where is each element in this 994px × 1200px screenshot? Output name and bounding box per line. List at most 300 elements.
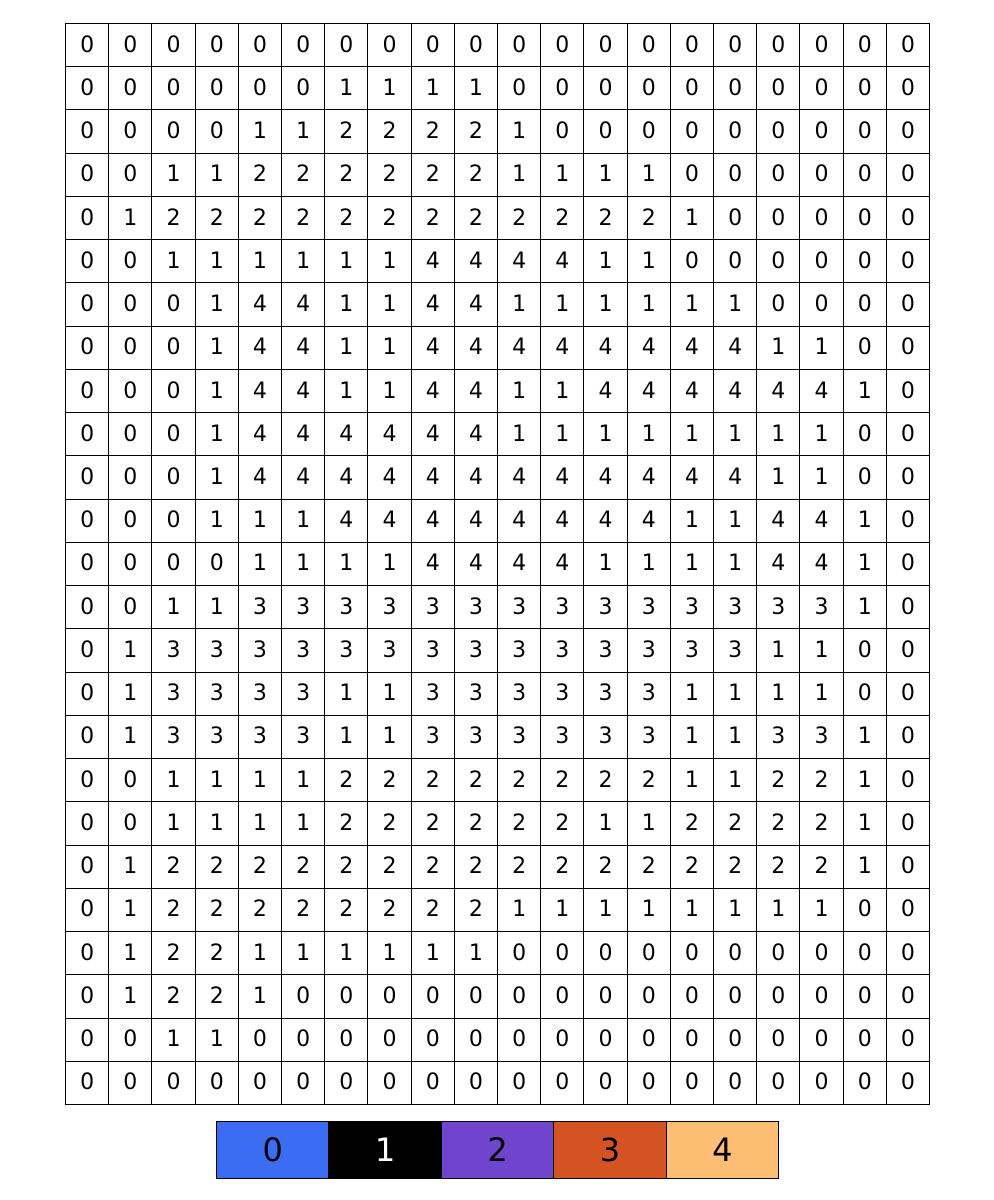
grid-cell[interactable]: 0 bbox=[541, 24, 584, 67]
grid-cell[interactable]: 0 bbox=[757, 1019, 800, 1062]
grid-cell[interactable]: 0 bbox=[66, 370, 109, 413]
grid-cell[interactable]: 0 bbox=[671, 1019, 714, 1062]
grid-cell[interactable]: 4 bbox=[455, 240, 498, 283]
grid-cell[interactable]: 0 bbox=[800, 1062, 843, 1105]
grid-cell[interactable]: 1 bbox=[844, 759, 887, 802]
grid-cell[interactable]: 3 bbox=[541, 673, 584, 716]
grid-cell[interactable]: 4 bbox=[628, 456, 671, 499]
grid-cell[interactable]: 0 bbox=[584, 1019, 627, 1062]
grid-cell[interactable]: 1 bbox=[584, 240, 627, 283]
grid-cell[interactable]: 1 bbox=[844, 716, 887, 759]
grid-cell[interactable]: 4 bbox=[239, 413, 282, 456]
palette-swatch-4[interactable]: 4 bbox=[667, 1122, 778, 1178]
grid-cell[interactable]: 2 bbox=[152, 846, 195, 889]
grid-cell[interactable]: 0 bbox=[109, 802, 152, 845]
grid-cell[interactable]: 1 bbox=[584, 413, 627, 456]
grid-cell[interactable]: 0 bbox=[628, 932, 671, 975]
grid-cell[interactable]: 0 bbox=[66, 67, 109, 110]
grid-cell[interactable]: 2 bbox=[325, 110, 368, 153]
grid-cell[interactable]: 2 bbox=[196, 975, 239, 1018]
grid-cell[interactable]: 4 bbox=[325, 413, 368, 456]
grid-cell[interactable]: 2 bbox=[584, 197, 627, 240]
grid-cell[interactable]: 3 bbox=[239, 716, 282, 759]
grid-cell[interactable]: 4 bbox=[412, 456, 455, 499]
grid-cell[interactable]: 0 bbox=[800, 67, 843, 110]
grid-cell[interactable]: 4 bbox=[239, 327, 282, 370]
grid-cell[interactable]: 0 bbox=[109, 327, 152, 370]
grid-cell[interactable]: 1 bbox=[196, 802, 239, 845]
grid-cell[interactable]: 2 bbox=[152, 197, 195, 240]
grid-cell[interactable]: 0 bbox=[844, 67, 887, 110]
grid-cell[interactable]: 0 bbox=[239, 1062, 282, 1105]
grid-cell[interactable]: 1 bbox=[282, 543, 325, 586]
grid-cell[interactable]: 0 bbox=[282, 975, 325, 1018]
grid-cell[interactable]: 0 bbox=[541, 1062, 584, 1105]
grid-cell[interactable]: 0 bbox=[887, 154, 930, 197]
grid-cell[interactable]: 3 bbox=[455, 716, 498, 759]
grid-cell[interactable]: 4 bbox=[368, 456, 411, 499]
grid-cell[interactable]: 1 bbox=[844, 846, 887, 889]
grid-cell[interactable]: 0 bbox=[844, 456, 887, 499]
grid-cell[interactable]: 3 bbox=[498, 629, 541, 672]
grid-cell[interactable]: 1 bbox=[152, 802, 195, 845]
grid-cell[interactable]: 1 bbox=[325, 240, 368, 283]
grid-cell[interactable]: 1 bbox=[757, 673, 800, 716]
grid-cell[interactable]: 2 bbox=[584, 759, 627, 802]
grid-cell[interactable]: 0 bbox=[887, 716, 930, 759]
grid-cell[interactable]: 0 bbox=[66, 586, 109, 629]
grid-cell[interactable]: 0 bbox=[757, 240, 800, 283]
grid-cell[interactable]: 0 bbox=[152, 413, 195, 456]
grid-cell[interactable]: 0 bbox=[887, 932, 930, 975]
grid-cell[interactable]: 4 bbox=[584, 327, 627, 370]
grid-cell[interactable]: 4 bbox=[325, 456, 368, 499]
grid-cell[interactable]: 1 bbox=[844, 500, 887, 543]
grid-cell[interactable]: 1 bbox=[368, 932, 411, 975]
grid-cell[interactable]: 4 bbox=[714, 456, 757, 499]
grid-cell[interactable]: 1 bbox=[196, 283, 239, 326]
grid-cell[interactable]: 0 bbox=[66, 240, 109, 283]
grid-cell[interactable]: 1 bbox=[498, 283, 541, 326]
grid-cell[interactable]: 3 bbox=[152, 629, 195, 672]
grid-cell[interactable]: 1 bbox=[498, 110, 541, 153]
grid-cell[interactable]: 0 bbox=[109, 240, 152, 283]
grid-cell[interactable]: 3 bbox=[800, 586, 843, 629]
grid-cell[interactable]: 0 bbox=[109, 67, 152, 110]
grid-cell[interactable]: 3 bbox=[628, 673, 671, 716]
grid-cell[interactable]: 2 bbox=[325, 197, 368, 240]
grid-cell[interactable]: 3 bbox=[196, 629, 239, 672]
grid-cell[interactable]: 0 bbox=[671, 240, 714, 283]
grid-cell[interactable]: 0 bbox=[844, 932, 887, 975]
grid-cell[interactable]: 1 bbox=[239, 932, 282, 975]
grid-cell[interactable]: 3 bbox=[368, 586, 411, 629]
grid-cell[interactable]: 1 bbox=[325, 673, 368, 716]
grid-cell[interactable]: 3 bbox=[152, 716, 195, 759]
grid-cell[interactable]: 1 bbox=[844, 586, 887, 629]
grid-cell[interactable]: 0 bbox=[109, 413, 152, 456]
grid-cell[interactable]: 0 bbox=[887, 586, 930, 629]
grid-cell[interactable]: 0 bbox=[66, 110, 109, 153]
grid-cell[interactable]: 3 bbox=[757, 586, 800, 629]
grid-cell[interactable]: 0 bbox=[887, 1062, 930, 1105]
grid-cell[interactable]: 1 bbox=[152, 759, 195, 802]
grid-cell[interactable]: 1 bbox=[196, 370, 239, 413]
grid-cell[interactable]: 0 bbox=[887, 673, 930, 716]
grid-cell[interactable]: 0 bbox=[109, 759, 152, 802]
grid-cell[interactable]: 0 bbox=[671, 932, 714, 975]
grid-cell[interactable]: 4 bbox=[541, 543, 584, 586]
grid-cell[interactable]: 1 bbox=[325, 716, 368, 759]
grid-cell[interactable]: 0 bbox=[455, 1062, 498, 1105]
grid-cell[interactable]: 1 bbox=[109, 975, 152, 1018]
grid-cell[interactable]: 1 bbox=[541, 283, 584, 326]
grid-cell[interactable]: 0 bbox=[671, 975, 714, 1018]
grid-cell[interactable]: 2 bbox=[368, 889, 411, 932]
grid-cell[interactable]: 2 bbox=[757, 846, 800, 889]
grid-cell[interactable]: 0 bbox=[109, 456, 152, 499]
grid-cell[interactable]: 0 bbox=[152, 283, 195, 326]
grid-cell[interactable]: 0 bbox=[109, 110, 152, 153]
grid-cell[interactable]: 0 bbox=[757, 24, 800, 67]
grid-cell[interactable]: 2 bbox=[325, 154, 368, 197]
grid-cell[interactable]: 0 bbox=[584, 975, 627, 1018]
grid-cell[interactable]: 1 bbox=[239, 110, 282, 153]
grid-cell[interactable]: 0 bbox=[714, 24, 757, 67]
grid-cell[interactable]: 1 bbox=[412, 67, 455, 110]
grid-cell[interactable]: 3 bbox=[325, 586, 368, 629]
grid-cell[interactable]: 1 bbox=[498, 889, 541, 932]
grid-cell[interactable]: 0 bbox=[109, 500, 152, 543]
grid-cell[interactable]: 1 bbox=[239, 543, 282, 586]
grid-cell[interactable]: 1 bbox=[671, 889, 714, 932]
grid-cell[interactable]: 0 bbox=[714, 197, 757, 240]
grid-cell[interactable]: 0 bbox=[66, 283, 109, 326]
grid-cell[interactable]: 0 bbox=[541, 1019, 584, 1062]
grid-cell[interactable]: 0 bbox=[757, 1062, 800, 1105]
grid-cell[interactable]: 1 bbox=[368, 327, 411, 370]
grid-cell[interactable]: 0 bbox=[152, 67, 195, 110]
grid-cell[interactable]: 0 bbox=[887, 629, 930, 672]
grid-cell[interactable]: 1 bbox=[368, 673, 411, 716]
grid-cell[interactable]: 3 bbox=[239, 586, 282, 629]
grid-cell[interactable]: 1 bbox=[196, 240, 239, 283]
grid-cell[interactable]: 1 bbox=[368, 283, 411, 326]
grid-cell[interactable]: 4 bbox=[498, 240, 541, 283]
grid-cell[interactable]: 1 bbox=[196, 586, 239, 629]
grid-cell[interactable]: 2 bbox=[152, 932, 195, 975]
grid-cell[interactable]: 0 bbox=[109, 586, 152, 629]
grid-cell[interactable]: 3 bbox=[800, 716, 843, 759]
grid-cell[interactable]: 1 bbox=[714, 543, 757, 586]
grid-cell[interactable]: 0 bbox=[757, 154, 800, 197]
grid-cell[interactable]: 0 bbox=[455, 24, 498, 67]
grid-cell[interactable]: 4 bbox=[282, 327, 325, 370]
grid-cell[interactable]: 0 bbox=[541, 975, 584, 1018]
grid-cell[interactable]: 2 bbox=[455, 846, 498, 889]
grid-cell[interactable]: 2 bbox=[800, 759, 843, 802]
grid-cell[interactable]: 0 bbox=[498, 975, 541, 1018]
grid-cell[interactable]: 3 bbox=[412, 673, 455, 716]
grid-cell[interactable]: 3 bbox=[498, 716, 541, 759]
grid-cell[interactable]: 2 bbox=[196, 197, 239, 240]
grid-cell[interactable]: 0 bbox=[498, 24, 541, 67]
grid-cell[interactable]: 0 bbox=[887, 1019, 930, 1062]
grid-cell[interactable]: 0 bbox=[109, 24, 152, 67]
grid-cell[interactable]: 0 bbox=[584, 110, 627, 153]
grid-cell[interactable]: 0 bbox=[887, 67, 930, 110]
grid-cell[interactable]: 0 bbox=[800, 24, 843, 67]
grid-cell[interactable]: 0 bbox=[109, 1062, 152, 1105]
grid-cell[interactable]: 2 bbox=[455, 759, 498, 802]
grid-cell[interactable]: 0 bbox=[714, 110, 757, 153]
grid-cell[interactable]: 0 bbox=[887, 456, 930, 499]
grid-cell[interactable]: 1 bbox=[498, 370, 541, 413]
grid-cell[interactable]: 4 bbox=[239, 370, 282, 413]
grid-cell[interactable]: 0 bbox=[109, 154, 152, 197]
grid-cell[interactable]: 0 bbox=[800, 1019, 843, 1062]
grid-cell[interactable]: 0 bbox=[628, 24, 671, 67]
grid-cell[interactable]: 0 bbox=[66, 673, 109, 716]
grid-cell[interactable]: 0 bbox=[152, 500, 195, 543]
grid-cell[interactable]: 0 bbox=[282, 1062, 325, 1105]
grid-cell[interactable]: 1 bbox=[714, 889, 757, 932]
grid-cell[interactable]: 3 bbox=[152, 673, 195, 716]
grid-cell[interactable]: 0 bbox=[282, 1019, 325, 1062]
grid-cell[interactable]: 4 bbox=[368, 413, 411, 456]
grid-cell[interactable]: 2 bbox=[152, 975, 195, 1018]
grid-cell[interactable]: 2 bbox=[196, 846, 239, 889]
grid-cell[interactable]: 4 bbox=[584, 456, 627, 499]
grid-cell[interactable]: 0 bbox=[887, 370, 930, 413]
grid-cell[interactable]: 1 bbox=[628, 154, 671, 197]
grid-cell[interactable]: 0 bbox=[66, 197, 109, 240]
grid-cell[interactable]: 0 bbox=[66, 932, 109, 975]
grid-cell[interactable]: 0 bbox=[887, 110, 930, 153]
grid-cell[interactable]: 2 bbox=[628, 759, 671, 802]
grid-cell[interactable]: 0 bbox=[887, 283, 930, 326]
grid-cell[interactable]: 1 bbox=[196, 759, 239, 802]
grid-cell[interactable]: 0 bbox=[800, 197, 843, 240]
grid-cell[interactable]: 1 bbox=[239, 802, 282, 845]
grid-cell[interactable]: 3 bbox=[239, 629, 282, 672]
grid-cell[interactable]: 0 bbox=[887, 413, 930, 456]
grid-cell[interactable]: 0 bbox=[541, 932, 584, 975]
grid-cell[interactable]: 4 bbox=[368, 500, 411, 543]
grid-cell[interactable]: 0 bbox=[368, 24, 411, 67]
grid-cell[interactable]: 4 bbox=[541, 456, 584, 499]
grid-cell[interactable]: 2 bbox=[541, 197, 584, 240]
grid-cell[interactable]: 0 bbox=[757, 975, 800, 1018]
grid-cell[interactable]: 1 bbox=[325, 932, 368, 975]
grid-cell[interactable]: 0 bbox=[325, 975, 368, 1018]
grid-cell[interactable]: 4 bbox=[541, 500, 584, 543]
grid-cell[interactable]: 4 bbox=[800, 543, 843, 586]
grid-cell[interactable]: 2 bbox=[800, 802, 843, 845]
grid-cell[interactable]: 4 bbox=[412, 327, 455, 370]
grid-cell[interactable]: 1 bbox=[325, 67, 368, 110]
grid-cell[interactable]: 2 bbox=[628, 846, 671, 889]
grid-cell[interactable]: 1 bbox=[368, 240, 411, 283]
grid-cell[interactable]: 1 bbox=[109, 197, 152, 240]
grid-cell[interactable]: 2 bbox=[368, 154, 411, 197]
grid-cell[interactable]: 0 bbox=[66, 802, 109, 845]
palette-swatch-0[interactable]: 0 bbox=[217, 1122, 329, 1178]
grid-cell[interactable]: 4 bbox=[541, 327, 584, 370]
grid-cell[interactable]: 4 bbox=[455, 543, 498, 586]
grid-cell[interactable]: 0 bbox=[541, 110, 584, 153]
grid-cell[interactable]: 1 bbox=[109, 846, 152, 889]
grid-cell[interactable]: 0 bbox=[152, 543, 195, 586]
grid-cell[interactable]: 0 bbox=[66, 846, 109, 889]
grid-cell[interactable]: 1 bbox=[152, 586, 195, 629]
grid-cell[interactable]: 0 bbox=[671, 67, 714, 110]
grid-cell[interactable]: 0 bbox=[109, 543, 152, 586]
grid-cell[interactable]: 3 bbox=[628, 629, 671, 672]
grid-cell[interactable]: 1 bbox=[844, 543, 887, 586]
grid-cell[interactable]: 1 bbox=[800, 413, 843, 456]
grid-cell[interactable]: 0 bbox=[541, 67, 584, 110]
grid-cell[interactable]: 4 bbox=[455, 327, 498, 370]
grid-cell[interactable]: 1 bbox=[584, 802, 627, 845]
grid-cell[interactable]: 0 bbox=[800, 932, 843, 975]
grid-cell[interactable]: 0 bbox=[584, 24, 627, 67]
grid-cell[interactable]: 4 bbox=[584, 370, 627, 413]
grid-cell[interactable]: 4 bbox=[498, 327, 541, 370]
grid-cell[interactable]: 1 bbox=[671, 673, 714, 716]
grid-cell[interactable]: 4 bbox=[412, 370, 455, 413]
grid-cell[interactable]: 0 bbox=[325, 1019, 368, 1062]
grid-cell[interactable]: 0 bbox=[498, 1019, 541, 1062]
grid-cell[interactable]: 0 bbox=[282, 67, 325, 110]
grid-cell[interactable]: 4 bbox=[628, 370, 671, 413]
grid-cell[interactable]: 2 bbox=[239, 154, 282, 197]
grid-cell[interactable]: 0 bbox=[628, 1062, 671, 1105]
grid-cell[interactable]: 3 bbox=[671, 586, 714, 629]
grid-cell[interactable]: 0 bbox=[887, 759, 930, 802]
grid-cell[interactable]: 1 bbox=[800, 673, 843, 716]
grid-cell[interactable]: 0 bbox=[844, 24, 887, 67]
grid-cell[interactable]: 1 bbox=[757, 327, 800, 370]
grid-cell[interactable]: 1 bbox=[584, 154, 627, 197]
grid-cell[interactable]: 0 bbox=[844, 413, 887, 456]
grid-cell[interactable]: 1 bbox=[282, 932, 325, 975]
grid-cell[interactable]: 4 bbox=[455, 456, 498, 499]
grid-cell[interactable]: 4 bbox=[757, 370, 800, 413]
grid-cell[interactable]: 2 bbox=[368, 759, 411, 802]
grid-cell[interactable]: 0 bbox=[66, 1019, 109, 1062]
grid-cell[interactable]: 1 bbox=[196, 500, 239, 543]
grid-cell[interactable]: 0 bbox=[196, 1062, 239, 1105]
grid-cell[interactable]: 3 bbox=[455, 586, 498, 629]
grid-cell[interactable]: 0 bbox=[714, 154, 757, 197]
grid-cell[interactable]: 2 bbox=[800, 846, 843, 889]
grid-cell[interactable]: 0 bbox=[757, 110, 800, 153]
grid-cell[interactable]: 3 bbox=[412, 629, 455, 672]
grid-cell[interactable]: 2 bbox=[628, 197, 671, 240]
grid-cell[interactable]: 0 bbox=[584, 1062, 627, 1105]
grid-cell[interactable]: 1 bbox=[239, 759, 282, 802]
grid-cell[interactable]: 1 bbox=[368, 716, 411, 759]
grid-cell[interactable]: 4 bbox=[282, 283, 325, 326]
grid-cell[interactable]: 4 bbox=[671, 327, 714, 370]
grid-cell[interactable]: 0 bbox=[109, 1019, 152, 1062]
grid-cell[interactable]: 1 bbox=[757, 889, 800, 932]
grid-cell[interactable]: 4 bbox=[714, 370, 757, 413]
grid-cell[interactable]: 0 bbox=[412, 24, 455, 67]
grid-cell[interactable]: 1 bbox=[628, 240, 671, 283]
grid-cell[interactable]: 4 bbox=[412, 413, 455, 456]
grid-cell[interactable]: 1 bbox=[844, 802, 887, 845]
grid-cell[interactable]: 0 bbox=[844, 889, 887, 932]
grid-cell[interactable]: 0 bbox=[714, 975, 757, 1018]
grid-cell[interactable]: 4 bbox=[584, 500, 627, 543]
grid-cell[interactable]: 0 bbox=[412, 1019, 455, 1062]
grid-cell[interactable]: 1 bbox=[455, 932, 498, 975]
grid-cell[interactable]: 0 bbox=[757, 197, 800, 240]
grid-cell[interactable]: 0 bbox=[844, 673, 887, 716]
grid-cell[interactable]: 0 bbox=[498, 67, 541, 110]
grid-cell[interactable]: 2 bbox=[455, 110, 498, 153]
palette-swatch-3[interactable]: 3 bbox=[554, 1122, 666, 1178]
grid-cell[interactable]: 1 bbox=[671, 759, 714, 802]
grid-cell[interactable]: 1 bbox=[196, 1019, 239, 1062]
grid-cell[interactable]: 0 bbox=[239, 1019, 282, 1062]
grid-cell[interactable]: 1 bbox=[325, 283, 368, 326]
palette-swatch-1[interactable]: 1 bbox=[329, 1122, 441, 1178]
grid-cell[interactable]: 0 bbox=[282, 24, 325, 67]
grid-cell[interactable]: 2 bbox=[498, 846, 541, 889]
grid-cell[interactable]: 3 bbox=[714, 629, 757, 672]
grid-cell[interactable]: 2 bbox=[584, 846, 627, 889]
grid-cell[interactable]: 0 bbox=[66, 975, 109, 1018]
grid-cell[interactable]: 1 bbox=[757, 456, 800, 499]
grid-cell[interactable]: 1 bbox=[584, 283, 627, 326]
grid-cell[interactable]: 2 bbox=[282, 154, 325, 197]
grid-cell[interactable]: 0 bbox=[887, 802, 930, 845]
grid-cell[interactable]: 4 bbox=[455, 413, 498, 456]
grid-cell[interactable]: 1 bbox=[541, 154, 584, 197]
grid-cell[interactable]: 4 bbox=[282, 370, 325, 413]
grid-cell[interactable]: 0 bbox=[584, 67, 627, 110]
grid-cell[interactable]: 0 bbox=[368, 1019, 411, 1062]
grid-cell[interactable]: 1 bbox=[628, 889, 671, 932]
grid-cell[interactable]: 0 bbox=[800, 283, 843, 326]
grid-cell[interactable]: 3 bbox=[757, 716, 800, 759]
grid-cell[interactable]: 0 bbox=[844, 110, 887, 153]
grid-cell[interactable]: 3 bbox=[455, 673, 498, 716]
grid-cell[interactable]: 0 bbox=[714, 932, 757, 975]
grid-cell[interactable]: 4 bbox=[282, 456, 325, 499]
grid-cell[interactable]: 3 bbox=[282, 716, 325, 759]
grid-cell[interactable]: 0 bbox=[66, 629, 109, 672]
grid-cell[interactable]: 3 bbox=[325, 629, 368, 672]
grid-cell[interactable]: 0 bbox=[844, 283, 887, 326]
grid-cell[interactable]: 3 bbox=[196, 716, 239, 759]
grid-cell[interactable]: 0 bbox=[66, 500, 109, 543]
grid-cell[interactable]: 4 bbox=[455, 283, 498, 326]
grid-cell[interactable]: 4 bbox=[282, 413, 325, 456]
grid-cell[interactable]: 0 bbox=[757, 932, 800, 975]
grid-cell[interactable]: 0 bbox=[887, 543, 930, 586]
grid-cell[interactable]: 0 bbox=[109, 370, 152, 413]
grid-cell[interactable]: 0 bbox=[368, 1062, 411, 1105]
grid-cell[interactable]: 2 bbox=[412, 110, 455, 153]
grid-cell[interactable]: 1 bbox=[196, 456, 239, 499]
grid-cell[interactable]: 0 bbox=[714, 1019, 757, 1062]
grid-cell[interactable]: 2 bbox=[412, 759, 455, 802]
grid-cell[interactable]: 4 bbox=[800, 370, 843, 413]
